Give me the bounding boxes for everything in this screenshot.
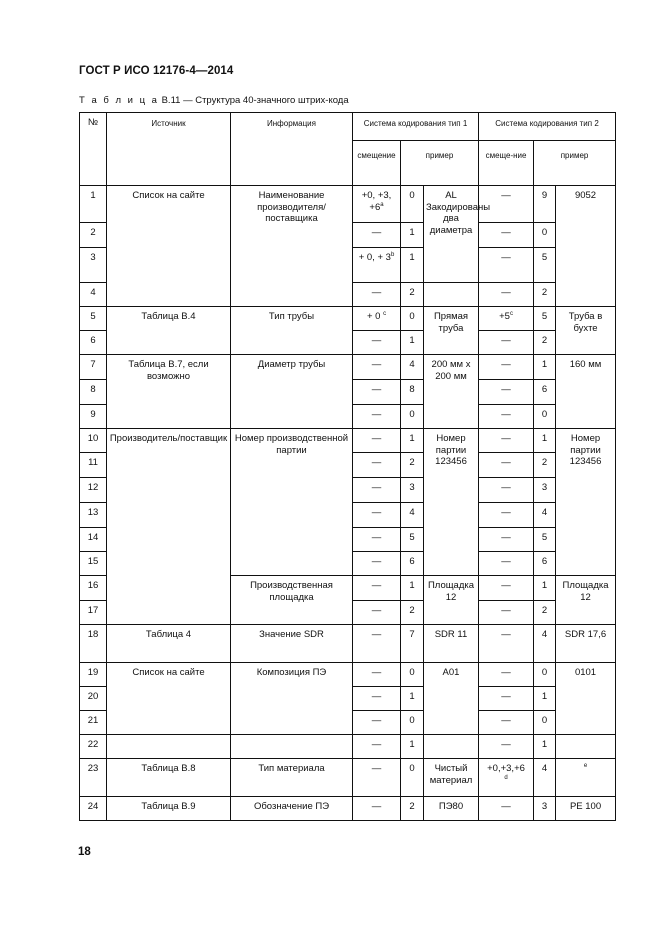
source-cell: Таблица В.9 (107, 797, 231, 821)
code1-cell: 1 (401, 248, 424, 283)
shift1-cell: — (353, 576, 401, 601)
info-cell: Номер производственной партии (231, 429, 353, 576)
code2-cell: 0 (534, 663, 556, 687)
shift1-cell: — (353, 355, 401, 380)
row-number: 16 (80, 576, 107, 601)
table-row (80, 355, 616, 380)
code1-cell: 2 (401, 453, 424, 478)
code1-cell: 1 (401, 735, 424, 759)
example1-cell: AL Закодированы два диаметра (424, 186, 479, 283)
code2-cell: 6 (534, 380, 556, 405)
example2-cell: 9052 (556, 186, 616, 307)
shift2-cell: — (479, 355, 534, 380)
shift2-cell: — (479, 283, 534, 307)
code1-cell: 0 (401, 759, 424, 797)
example1-cell: Чистый материал (424, 759, 479, 797)
header-source: Источник (107, 113, 231, 186)
shift2-cell: — (479, 429, 534, 453)
code1-cell: 1 (401, 223, 424, 248)
header-example-1: пример (401, 141, 479, 186)
shift2-cell: — (479, 735, 534, 759)
row-number: 11 (80, 453, 107, 478)
row-number: 5 (80, 307, 107, 331)
row-number: 4 (80, 283, 107, 307)
code1-cell: 2 (401, 601, 424, 625)
row-number: 15 (80, 552, 107, 576)
table-row (80, 797, 616, 821)
table-row (80, 735, 616, 759)
shift2-cell: — (479, 687, 534, 711)
footnote-mark: c (509, 310, 513, 317)
example1-cell: Площадка 12 (424, 576, 479, 625)
header-shift-1: смещение (353, 141, 401, 186)
row-number: 12 (80, 478, 107, 503)
code2-cell: 4 (534, 503, 556, 528)
shift1-cell: — (353, 663, 401, 687)
example2-cell: 0101 (556, 663, 616, 735)
shift1-cell: — (353, 552, 401, 576)
info-cell: Композиция ПЭ (231, 663, 353, 735)
code1-cell: 0 (401, 186, 424, 223)
example1-cell (424, 735, 479, 759)
example1-cell: SDR 11 (424, 625, 479, 663)
shift1-cell: — (353, 405, 401, 429)
example1-cell: ПЭ80 (424, 797, 479, 821)
table-row (80, 625, 616, 663)
shift1-cell (353, 307, 401, 331)
caption-text: В.11 — Структура 40-значного штрих-кода (161, 95, 349, 106)
source-cell: Таблица 4 (107, 625, 231, 663)
shift2-cell: — (479, 552, 534, 576)
code2-cell: 1 (534, 576, 556, 601)
header-example-2: пример (534, 141, 616, 186)
shift2-cell: — (479, 331, 534, 355)
code2-cell: 3 (534, 478, 556, 503)
code1-cell: 7 (401, 625, 424, 663)
shift1-cell: — (353, 331, 401, 355)
code1-cell: 0 (401, 711, 424, 735)
shift1-value: +0, +3, +6 (361, 190, 392, 213)
footnote-mark: a (380, 201, 384, 208)
info-cell: Диаметр трубы (231, 355, 353, 429)
code1-cell: 2 (401, 283, 424, 307)
code1-cell: 1 (401, 429, 424, 453)
code2-cell: 6 (534, 552, 556, 576)
code2-cell: 5 (534, 248, 556, 283)
source-cell (107, 735, 231, 759)
code2-cell: 5 (534, 528, 556, 552)
code2-cell: 1 (534, 355, 556, 380)
source-cell: Таблица В.8 (107, 759, 231, 797)
row-number: 24 (80, 797, 107, 821)
shift1-cell: — (353, 711, 401, 735)
shift1-value: + 0, + 3 (358, 252, 391, 263)
source-cell: Таблица В.4 (107, 307, 231, 355)
code1-cell: 8 (401, 380, 424, 405)
shift2-cell: — (479, 186, 534, 223)
code2-cell: 2 (534, 601, 556, 625)
table-caption (79, 95, 349, 106)
code2-cell: 9 (534, 186, 556, 223)
shift2-cell: — (479, 663, 534, 687)
code2-cell: 2 (534, 453, 556, 478)
example1-cell: 200 мм x 200 мм (424, 355, 479, 429)
row-number: 23 (80, 759, 107, 797)
row-number: 13 (80, 503, 107, 528)
code2-cell: 0 (534, 223, 556, 248)
table-row (80, 186, 616, 223)
shift2-cell: — (479, 380, 534, 405)
shift2-cell: — (479, 478, 534, 503)
code1-cell: 1 (401, 687, 424, 711)
example1-cell: A01 (424, 663, 479, 735)
example2-cell: Площадка 12 (556, 576, 616, 625)
info-cell: Наименование производителя/поставщика (231, 186, 353, 307)
shift1-cell (353, 248, 401, 283)
shift1-cell: — (353, 429, 401, 453)
row-number: 18 (80, 625, 107, 663)
shift1-cell: — (353, 453, 401, 478)
info-cell (231, 735, 353, 759)
info-cell: Обозначение ПЭ (231, 797, 353, 821)
code1-cell: 4 (401, 503, 424, 528)
shift1-cell: — (353, 601, 401, 625)
row-number: 9 (80, 405, 107, 429)
row-number: 20 (80, 687, 107, 711)
source-cell: Производитель/поставщик (107, 429, 231, 625)
code2-cell: 2 (534, 283, 556, 307)
code2-cell: 1 (534, 429, 556, 453)
example2-cell: SDR 17,6 (556, 625, 616, 663)
shift2-cell (479, 307, 534, 331)
shift2-value: +5 (499, 311, 510, 322)
shift2-cell: — (479, 711, 534, 735)
code1-cell: 6 (401, 552, 424, 576)
shift2-cell: — (479, 528, 534, 552)
shift1-value: + 0 (366, 311, 384, 322)
example1-cell: Прямая труба (424, 307, 479, 355)
shift2-cell: — (479, 503, 534, 528)
shift1-cell: — (353, 503, 401, 528)
code1-cell: 0 (401, 405, 424, 429)
code1-cell: 2 (401, 797, 424, 821)
code2-cell: 1 (534, 687, 556, 711)
code2-cell: 0 (534, 405, 556, 429)
code1-cell: 3 (401, 478, 424, 503)
header-info: Информация (231, 113, 353, 186)
source-cell: Список на сайте (107, 186, 231, 307)
shift1-cell: — (353, 759, 401, 797)
footnote-mark: c (383, 310, 387, 317)
code1-cell: 4 (401, 355, 424, 380)
shift1-cell: — (353, 528, 401, 552)
shift2-cell: — (479, 453, 534, 478)
source-cell: Список на сайте (107, 663, 231, 735)
info-cell: Тип материала (231, 759, 353, 797)
code2-cell: 4 (534, 759, 556, 797)
shift2-cell: — (479, 797, 534, 821)
shift2-cell: — (479, 223, 534, 248)
row-number: 22 (80, 735, 107, 759)
shift1-cell: — (353, 223, 401, 248)
code2-cell: 5 (534, 307, 556, 331)
example2-cell: Номер партии 123456 (556, 429, 616, 576)
footnote-mark: b (390, 251, 395, 258)
row-number: 3 (80, 248, 107, 283)
header-row-1 (80, 113, 616, 141)
header-num: № (80, 113, 107, 186)
table-row (80, 307, 616, 331)
source-cell: Таблица В.7, если возможно (107, 355, 231, 429)
code1-cell: 1 (401, 576, 424, 601)
header-shift-2: смеще-ние (479, 141, 534, 186)
code2-cell: 2 (534, 331, 556, 355)
code1-cell: 0 (401, 307, 424, 331)
row-number: 17 (80, 601, 107, 625)
shift1-cell: — (353, 735, 401, 759)
code1-cell: 1 (401, 331, 424, 355)
info-cell: Производственная площадка (231, 576, 353, 625)
header-system-2: Система кодирования тип 2 (479, 113, 616, 141)
shift1-cell: — (353, 797, 401, 821)
shift2-cell: — (479, 405, 534, 429)
row-number: 19 (80, 663, 107, 687)
shift1-cell: — (353, 283, 401, 307)
row-number: 2 (80, 223, 107, 248)
example2-cell: 160 мм (556, 355, 616, 429)
shift2-cell: — (479, 601, 534, 625)
table-row (80, 759, 616, 797)
shift1-cell: — (353, 687, 401, 711)
header-system-1: Система кодирования тип 1 (353, 113, 479, 141)
code2-cell: 4 (534, 625, 556, 663)
caption-label: Т а б л и ц а (79, 95, 159, 106)
row-number: 1 (80, 186, 107, 223)
barcode-structure-table (79, 112, 616, 821)
code1-cell: 0 (401, 663, 424, 687)
example2-cell: PE 100 (556, 797, 616, 821)
row-number: 14 (80, 528, 107, 552)
code1-cell: 5 (401, 528, 424, 552)
row-number: 7 (80, 355, 107, 380)
footnote-mark: d (504, 774, 508, 781)
shift2-cell: — (479, 625, 534, 663)
example1-cell (424, 283, 479, 307)
example2-cell (556, 735, 616, 759)
shift1-cell (353, 186, 401, 223)
info-cell: Значение SDR (231, 625, 353, 663)
shift1-cell: — (353, 625, 401, 663)
shift2-value: +0,+3,+6 (487, 763, 525, 774)
code2-cell: 3 (534, 797, 556, 821)
shift2-cell (479, 759, 534, 797)
shift1-cell: — (353, 478, 401, 503)
row-number: 6 (80, 331, 107, 355)
row-number: 10 (80, 429, 107, 453)
page-number: 18 (78, 846, 91, 858)
table-row (80, 429, 616, 453)
info-cell: Тип трубы (231, 307, 353, 355)
shift2-cell: — (479, 576, 534, 601)
standard-title: ГОСТ Р ИСО 12176-4—2014 (79, 65, 234, 77)
footnote-mark: e (583, 762, 588, 769)
shift1-cell: — (353, 380, 401, 405)
code2-cell: 0 (534, 711, 556, 735)
example1-cell: Номер партии 123456 (424, 429, 479, 576)
example2-cell: Труба в бухте (556, 307, 616, 355)
table-row (80, 663, 616, 687)
example2-cell (556, 759, 616, 797)
code2-cell: 1 (534, 735, 556, 759)
row-number: 8 (80, 380, 107, 405)
row-number: 21 (80, 711, 107, 735)
shift2-cell: — (479, 248, 534, 283)
